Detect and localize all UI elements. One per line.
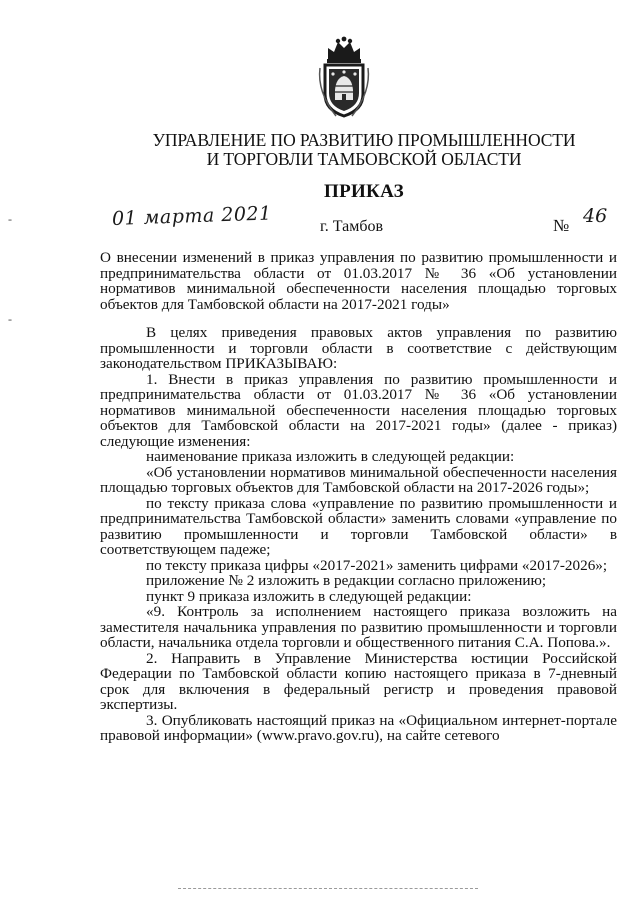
document-type: ПРИКАЗ xyxy=(323,181,405,202)
tambov-coat-of-arms-icon xyxy=(314,36,374,118)
order-paragraph: по тексту приказа слова «управление по развитию промышленности и предпринимательства Тамбовской области» заменить словами «управление по развитию промышленности и торговли Тамбовской области» в соответствующем падеже; xyxy=(100,494,617,558)
order-paragraph: 2. Направить в Управление Министерства юстиции Российской Федерации по Тамбовской области копию настоящего приказа в 7-дневный срок для включения в федеральный регистр и проведения правовой экспертизы. xyxy=(100,649,617,713)
order-paragraph: наименование приказа изложить в следующей редакции: xyxy=(146,448,515,465)
preamble-paragraph: В целях приведения правовых актов управления по развитию промышленности и торговли области в соответствие с действующим законодательством ПРИКАЗЫВАЮ: xyxy=(100,324,617,372)
order-paragraph: «Об установлении нормативов минимальной обеспеченности населения площадью торговых объектов для Тамбовской области на 2017-2026 годы»; xyxy=(100,463,617,496)
scan-artifact-line xyxy=(178,888,478,889)
handwritten-date: 01 марта 2021 xyxy=(111,202,272,230)
scan-mark: - xyxy=(8,312,12,326)
order-body xyxy=(100,325,617,744)
order-paragraph: пункт 9 приказа изложить в следующей редакции: xyxy=(146,587,472,605)
city-name: г. Тамбов xyxy=(320,218,384,235)
organization-name-line1: УПРАВЛЕНИЕ ПО РАЗВИТИЮ ПРОМЫШЛЕННОСТИ xyxy=(152,130,576,150)
scan-mark: - xyxy=(8,212,12,226)
order-paragraph: по тексту приказа цифры «2017-2021» заменить цифрами «2017-2026»; xyxy=(146,556,608,574)
organization-name-line2: И ТОРГОВЛИ ТАМБОВСКОЙ ОБЛАСТИ xyxy=(206,149,522,169)
order-paragraph: «9. Контроль за исполнением настоящего приказа возложить на заместителя начальника управления по развитию промышленности и торговли области, начальника отдела торговли и общественного питания С.А. Попова.». xyxy=(100,603,617,651)
order-paragraph: 1. Внести в приказ управления по развитию промышленности и предпринимательства области от 01.03.2017 № 36 «Об установлении нормативов минимальной обеспеченности населения площадью торговых объектов для Тамбовской области на 2017-2021 годы» (далее - приказ) следующие изменения: xyxy=(100,370,617,450)
handwritten-number: 46 xyxy=(583,205,608,227)
organization-name xyxy=(100,131,628,169)
order-subject: О внесении изменений в приказ управления по развитию промышленности и предпринимательства области от 01.03.2017 № 36 «Об установлении нормативов минимальной обеспеченности населения площадью торговых объектов для Тамбовской области на 2017-2021 годы» xyxy=(100,249,617,313)
number-label: № xyxy=(553,216,570,235)
order-paragraph: приложение № 2 изложить в редакции согласно приложению; xyxy=(146,572,547,589)
order-paragraph: 3. Опубликовать настоящий приказ на «Официальном интернет-портале правовой информации» (www.pravo.gov.ru), на сайте сетевого xyxy=(100,711,617,744)
